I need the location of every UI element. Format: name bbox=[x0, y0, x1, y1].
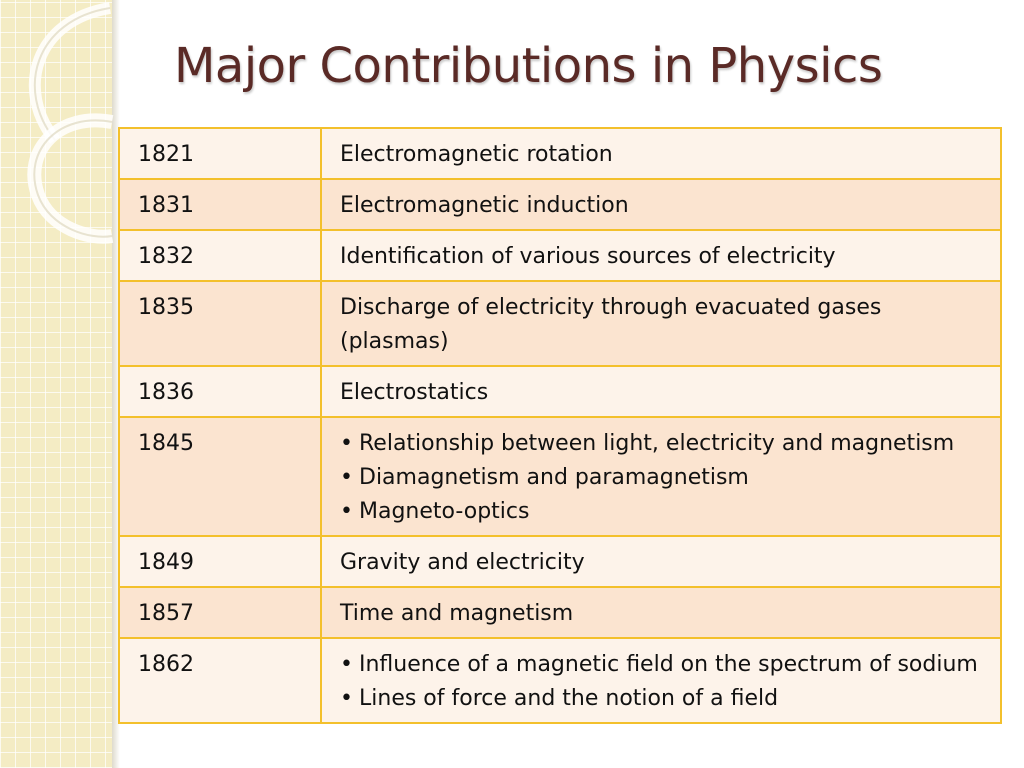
year-cell: 1857 bbox=[119, 587, 321, 638]
table-row bbox=[119, 281, 1001, 366]
list-item: • Magneto-optics bbox=[340, 495, 982, 529]
contribution-cell: Gravity and electricity bbox=[321, 536, 1001, 587]
slide-title: Major Contributions in Physics bbox=[174, 38, 883, 94]
contribution-cell: Identification of various sources of electricity bbox=[321, 230, 1001, 281]
table-row bbox=[119, 638, 1001, 723]
contributions-table bbox=[118, 127, 1002, 724]
table-row bbox=[119, 128, 1001, 179]
contribution-cell: Time and magnetism bbox=[321, 587, 1001, 638]
year-cell: 1831 bbox=[119, 179, 321, 230]
contribution-list bbox=[340, 648, 982, 716]
contribution-cell: Electromagnetic rotation bbox=[321, 128, 1001, 179]
contribution-cell: Electromagnetic induction bbox=[321, 179, 1001, 230]
year-cell: 1836 bbox=[119, 366, 321, 417]
table-row bbox=[119, 230, 1001, 281]
list-item: • Lines of force and the notion of a field bbox=[340, 682, 982, 716]
contribution-cell: Discharge of electricity through evacuated gases (plasmas) bbox=[321, 281, 1001, 366]
list-item: • Relationship between light, electricity and magnetism bbox=[340, 427, 982, 461]
year-cell: 1835 bbox=[119, 281, 321, 366]
year-cell: 1832 bbox=[119, 230, 321, 281]
year-cell: 1862 bbox=[119, 638, 321, 723]
contribution-cell bbox=[321, 638, 1001, 723]
table-row bbox=[119, 536, 1001, 587]
contribution-list bbox=[340, 427, 982, 529]
contribution-cell: Electrostatics bbox=[321, 366, 1001, 417]
table-row bbox=[119, 417, 1001, 536]
table-row bbox=[119, 587, 1001, 638]
year-cell: 1821 bbox=[119, 128, 321, 179]
list-item: • Influence of a magnetic field on the spectrum of sodium bbox=[340, 648, 982, 682]
table-row bbox=[119, 366, 1001, 417]
year-cell: 1845 bbox=[119, 417, 321, 536]
list-item: • Diamagnetism and paramagnetism bbox=[340, 461, 982, 495]
table-row bbox=[119, 179, 1001, 230]
year-cell: 1849 bbox=[119, 536, 321, 587]
contribution-cell bbox=[321, 417, 1001, 536]
